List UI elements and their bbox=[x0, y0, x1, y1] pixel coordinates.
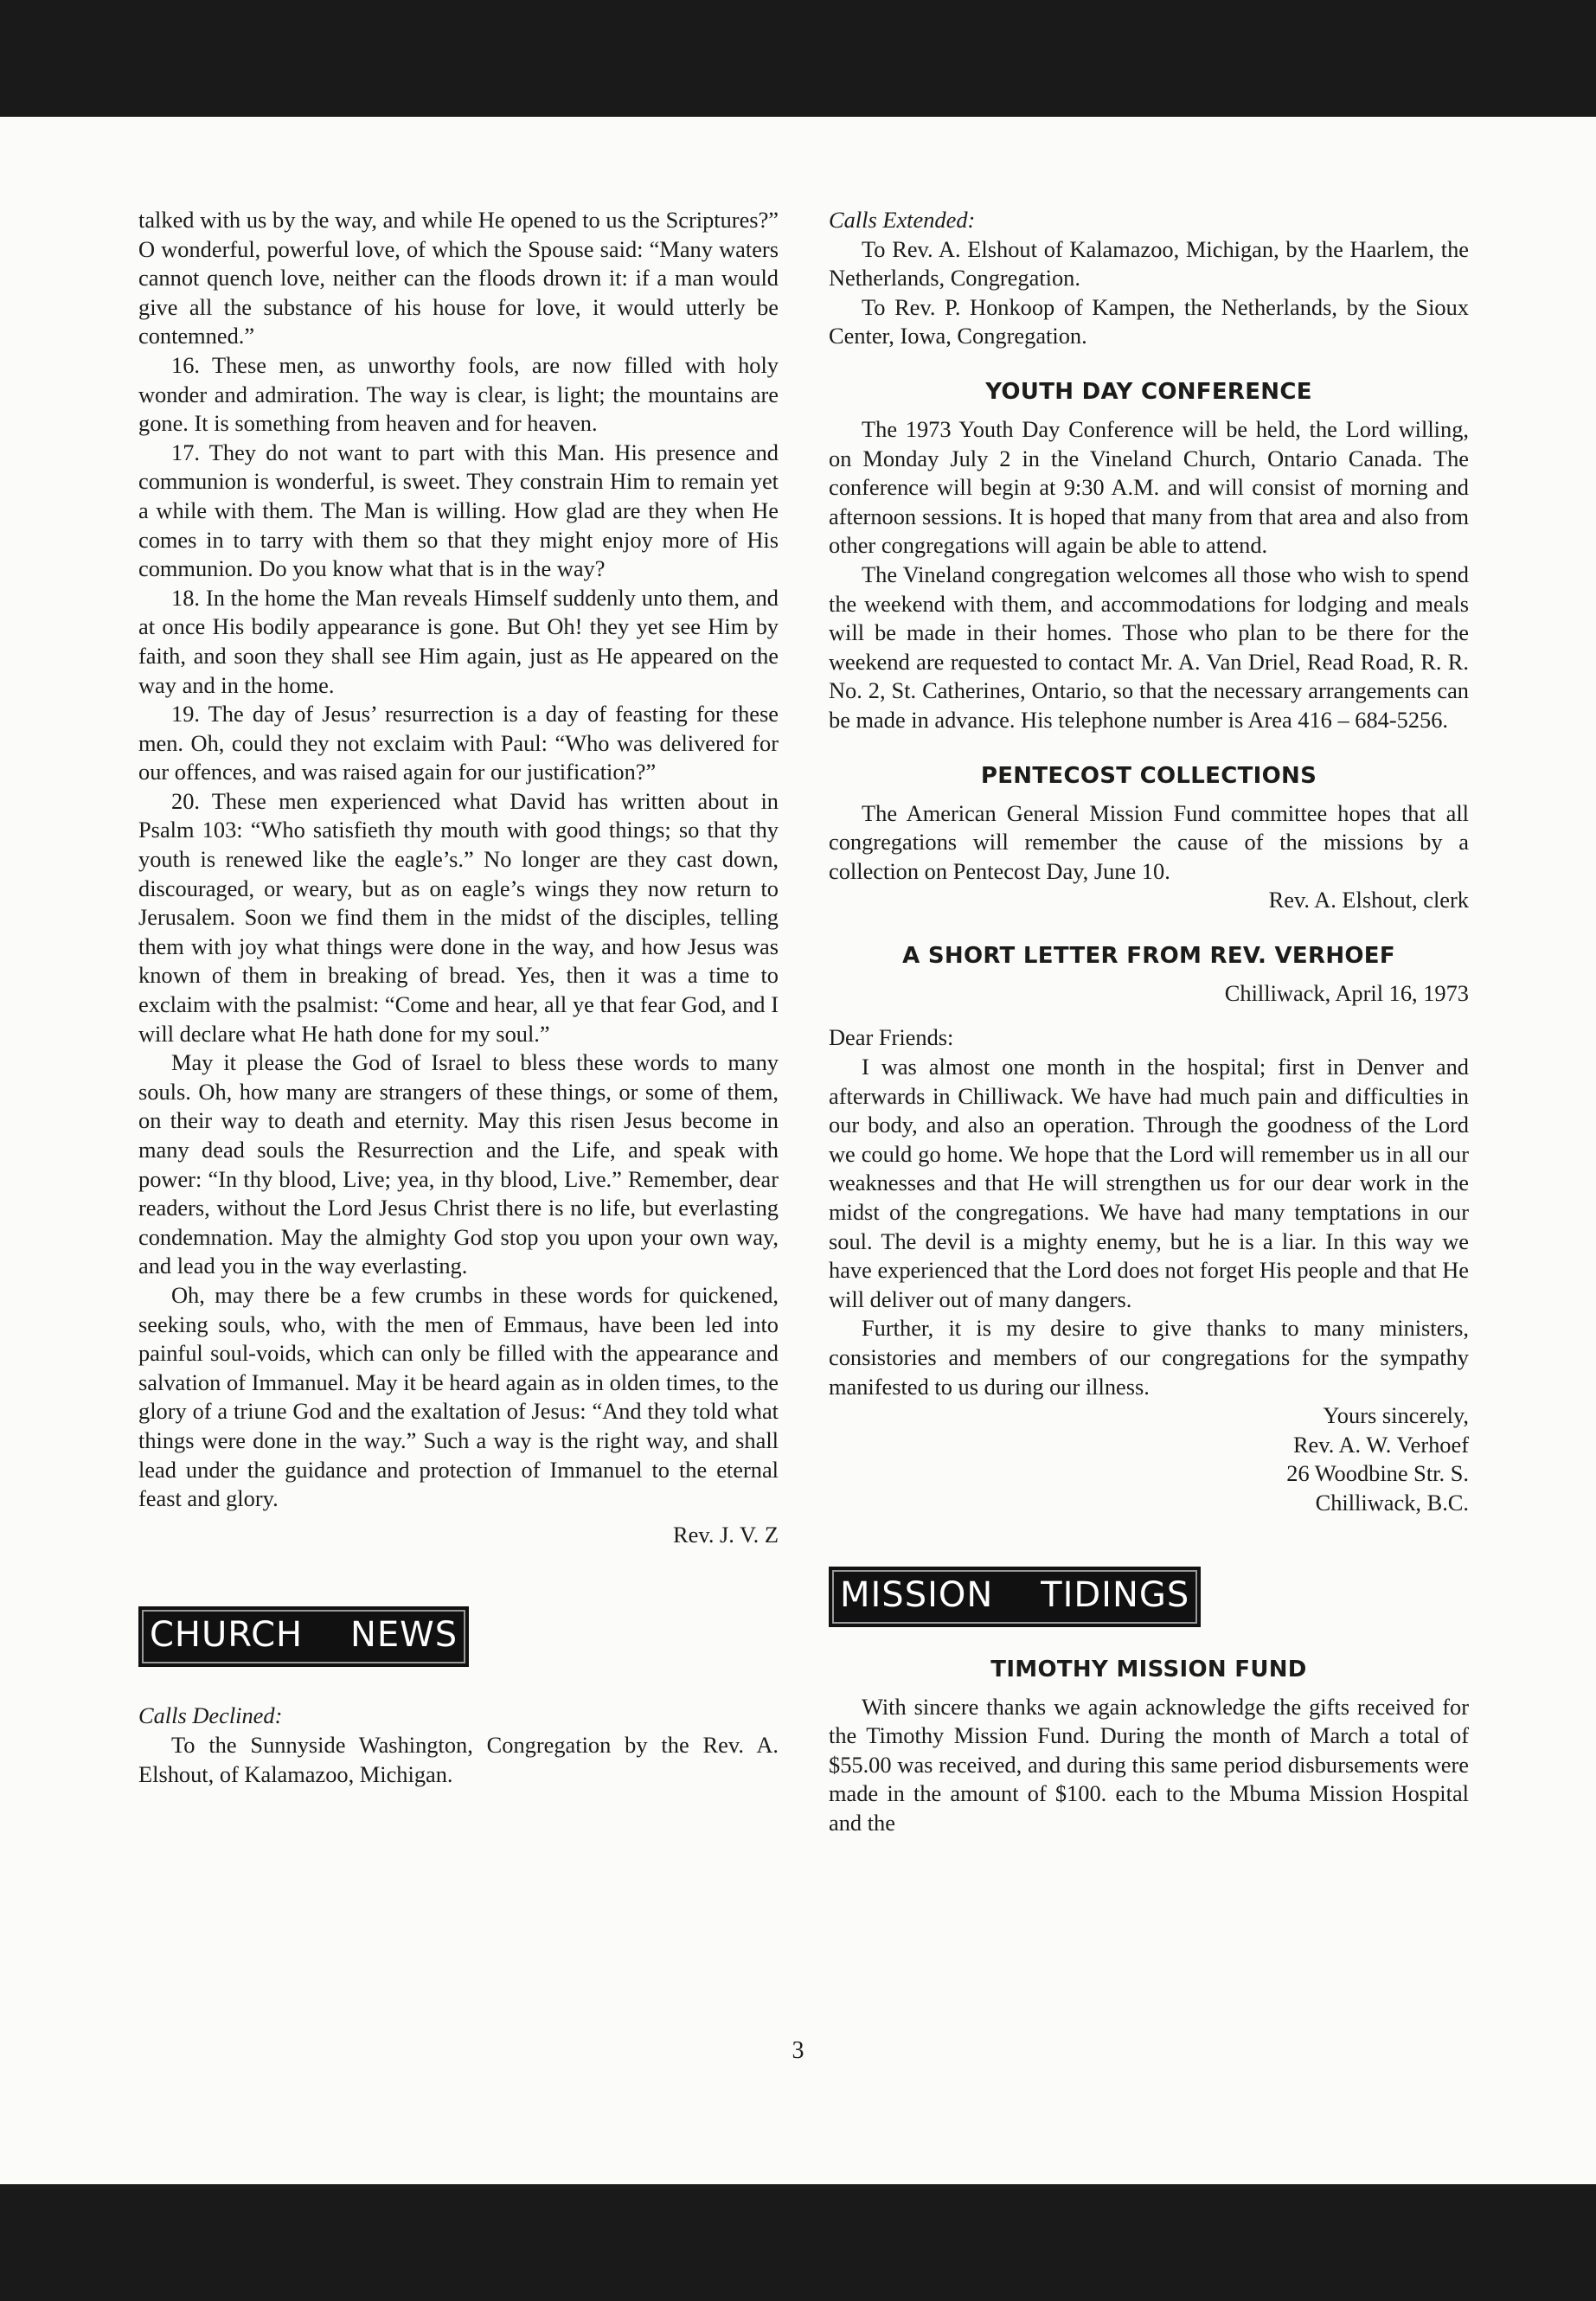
letter-dateline: Chilliwack, April 16, 1973 bbox=[1224, 979, 1469, 1006]
letter-salutation: Dear Friends: bbox=[829, 1024, 954, 1051]
church-news-banner: CHURCH NEWS bbox=[138, 1606, 469, 1667]
youth-day-heading: YOUTH DAY CONFERENCE bbox=[985, 378, 1312, 405]
left-column bbox=[138, 206, 779, 1789]
pentecost-paragraph: The American General Mission Fund committee hopes that all congregations will remember the cause of the missions by a collection on Pentecost Day, June 10. bbox=[829, 799, 1469, 884]
mission-tidings-banner-wrap bbox=[829, 1567, 1469, 1627]
pentecost-heading: PENTECOST COLLECTIONS bbox=[980, 762, 1317, 789]
article-paragraph: May it please the God of Israel to bless these words to many souls. Oh, how many are strangers of these things, or some of them, on their way to death and eternity. May this risen Jesus become in many dead souls the Resurrection and the Life, and speak with power: “In thy blood, Live; yea, in thy blood, Live.” Remember, dear readers, without the Lord Jesus Christ there is no life, but everlasting condemnation. May the almighty God stop you upon your own way, and lead you in the way everlasting. bbox=[138, 1049, 779, 1279]
letter-signature-line: Chilliwack, B.C. bbox=[1315, 1489, 1469, 1516]
church-news-banner-wrap bbox=[138, 1606, 779, 1667]
letter-heading: A SHORT LETTER FROM REV. VERHOEF bbox=[902, 942, 1395, 969]
article-paragraph: talked with us by the way, and while He opened to us the Scriptures?” O wonderful, powerful love, of which the Spouse said: “Many waters cannot quench love, neither can the floods drown it: if a man would give all the substance of his house for love, it would utterly be contemned.” bbox=[138, 207, 779, 349]
timothy-paragraph: With sincere thanks we again acknowledge the gifts received for the Timothy Mission Fund. During the month of March a total of $55.00 was received, and during this same period disbursements were made in the amount of $100. each to the Mbuma Mission Hospital and the bbox=[829, 1693, 1469, 1836]
mission-tidings-banner: MISSION TIDINGS bbox=[829, 1567, 1201, 1627]
page-number: 3 bbox=[792, 2037, 804, 2064]
calls-declined-label: Calls Declined: bbox=[138, 1702, 283, 1729]
letter-paragraph: Further, it is my desire to give thanks to many ministers, consistories and members of our congregations for the sympathy manifested to us during our illness. bbox=[829, 1315, 1469, 1400]
youth-day-paragraph: The 1973 Youth Day Conference will be held, the Lord willing, on Monday July 2 in the Vineland Church, Ontario Canada. The conference will begin at 9:30 A.M. and will consist of morning and afternoon sessions. It is hoped that many from that area and also from other congregations will again be able to attend. bbox=[829, 415, 1469, 559]
calls-declined-text: To the Sunnyside Washington, Congregation by the Rev. A. Elshout, of Kalamazoo, Michigan. bbox=[138, 1731, 779, 1787]
letter-paragraph: I was almost one month in the hospital; first in Denver and afterwards in Chilliwack. We have had much pain and difficulties in our body, and also an operation. Through the goodness of the Lord we could go home. We hope that the Lord will remember us in all our weaknesses and that He will strengthen us for our dear work in the midst of the congregations. We have had many temptations in our soul. The devil is a mighty enemy, but he is a liar. In this way we have experienced that the Lord does not forget His people and that He will deliver out of many dangers. bbox=[829, 1054, 1469, 1312]
pentecost-signature: Rev. A. Elshout, clerk bbox=[1268, 887, 1469, 913]
letter-closing: Yours sincerely, bbox=[1323, 1402, 1469, 1429]
letter-signature-block bbox=[829, 1401, 1469, 1517]
calls-extended-item: To Rev. P. Honkoop of Kampen, the Netherlands, by the Sioux Center, Iowa, Congregation. bbox=[829, 293, 1469, 349]
calls-extended-item: To Rev. A. Elshout of Kalamazoo, Michigan, by the Haarlem, the Netherlands, Congregation. bbox=[829, 235, 1469, 292]
article-paragraph: 20. These men experienced what David has written about in Psalm 103: “Who satisfieth thy mouth with good things; so that thy youth is renewed like the eagle’s.” No longer are they cast down, discouraged, or weary, but as on eagle’s wings they now return to Jerusalem. Soon we find them in the midst of the disciples, telling them with joy what things were done in the way, and how Jesus was known of them in breaking of bread. Yes, then it was a time to exclaim with the psalmist: “Come and hear, all ye that fear God, and I will declare what He hath done for my soul.” bbox=[138, 787, 779, 1047]
calls-extended-label: Calls Extended: bbox=[829, 207, 976, 233]
letter-signature-line: 26 Woodbine Str. S. bbox=[1286, 1460, 1469, 1487]
right-column bbox=[829, 206, 1469, 1838]
timothy-heading: TIMOTHY MISSION FUND bbox=[990, 1656, 1307, 1682]
article-paragraph: 17. They do not want to part with this Man. His presence and communion is wonderful, is sweet. They constrain Him to remain yet a while with them. The Man is willing. How glad are they when He comes in to tarry with them so that they might enjoy more of His communion. Do you know what that is in the way? bbox=[138, 439, 779, 582]
page-sheet bbox=[0, 117, 1596, 2184]
youth-day-paragraph: The Vineland congregation welcomes all those who wish to spend the weekend with them, and accommodations for lodging and meals will be made in their homes. Those who plan to be there for the weekend are requested to contact Mr. A. Van Driel, Read Road, R. R. No. 2, St. Catherines, Ontario, so that the necessary arrangements can be made in advance. His telephone number is Area 416 – 684-5256. bbox=[829, 561, 1469, 733]
article-signature: Rev. J. V. Z bbox=[673, 1521, 779, 1548]
article-paragraph: 18. In the home the Man reveals Himself suddenly unto them, and at once His bodily appearance is gone. But Oh! they yet see Him by faith, and soon they shall see Him again, just as He appeared on the way and in the home. bbox=[138, 584, 779, 698]
letter-signature-line: Rev. A. W. Verhoef bbox=[1292, 1431, 1469, 1458]
article-paragraph: Oh, may there be a few crumbs in these words for quickened, seeking souls, who, with the men of Emmaus, have been led into painful soul-voids, which can only be filled with the appearance and salvation of Immanuel. May it be heard again as in olden times, to the glory of a triune God and the exaltation of Jesus: “And they told what things were done in the way.” Such a way is the right way, and shall lead under the guidance and protection of Immanuel to the eternal feast and glory. bbox=[138, 1281, 779, 1512]
article-paragraph: 16. These men, as unworthy fools, are now filled with holy wonder and admiration. The way is clear, is light; the mountains are gone. It is something from heaven and for heaven. bbox=[138, 351, 779, 437]
article-paragraph: 19. The day of Jesus’ resurrection is a day of feasting for these men. Oh, could they not exclaim with Paul: “Who was delivered for our offences, and was raised again for our justification?” bbox=[138, 701, 779, 785]
